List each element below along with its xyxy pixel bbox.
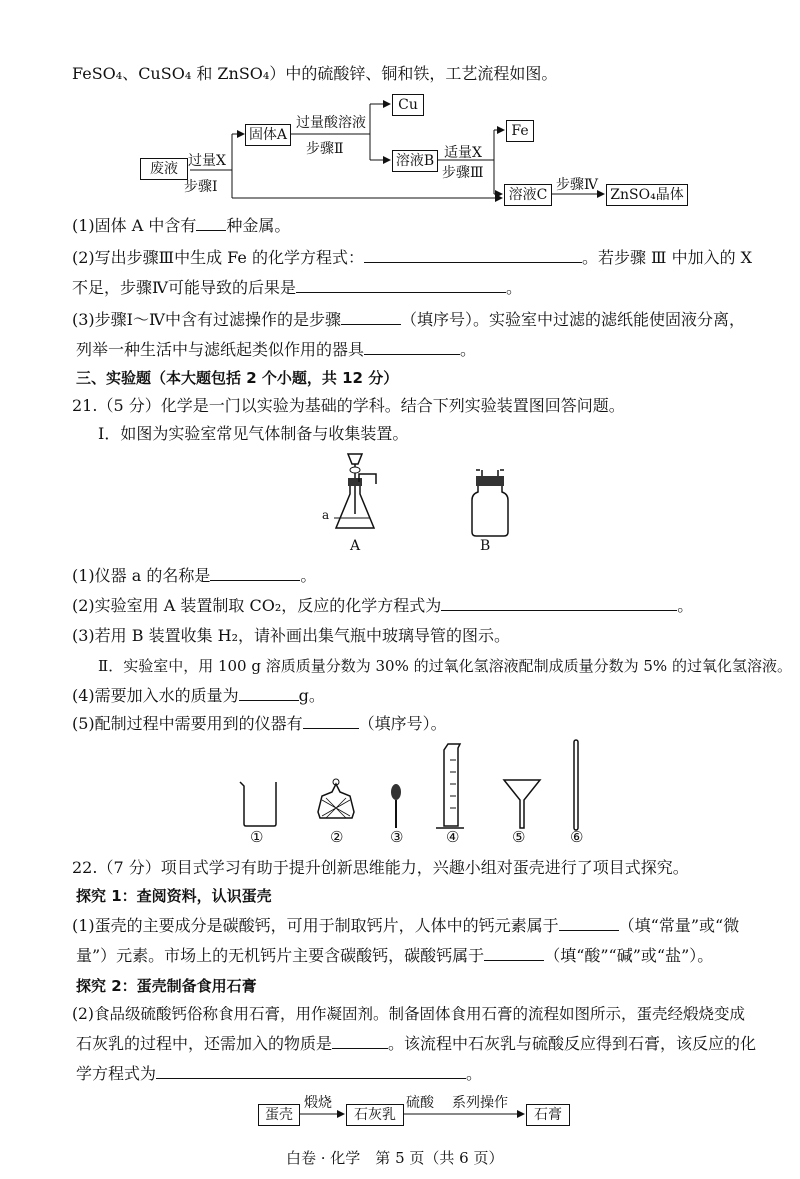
answer-blank[interactable] [332, 1032, 388, 1049]
step1-label: 步骤Ⅰ [184, 179, 218, 195]
instrument-num-3: ③ [390, 828, 404, 846]
section-heading: 三、实验题（本大题包括 2 个小题，共 12 分） [76, 369, 399, 387]
answer-blank[interactable] [441, 594, 677, 611]
series-ops-label: 系列操作 [452, 1095, 508, 1111]
fe-box: Fe [506, 120, 534, 142]
q21-1-text: (1)仪器 a 的名称是 [72, 566, 211, 585]
q22-1 [72, 914, 739, 938]
q22-2b-text: 石灰乳的过程中，还需加入的物质是 [76, 1034, 333, 1053]
q20-2 [72, 246, 752, 270]
q21-2-tail: 。 [677, 596, 694, 615]
page-footer: 白卷 · 化学 第 5 页（共 6 页） [286, 1149, 504, 1167]
q20-3-text: (3)步骤Ⅰ～Ⅳ中含有过滤操作的是步骤 [72, 310, 341, 329]
q22-2c-text: 。该流程中石灰乳与硫酸反应得到石膏，该反应的化 [388, 1034, 757, 1053]
q20-2c-text: 不足，步骤Ⅳ可能导致的后果是 [72, 278, 296, 297]
answer-blank[interactable] [364, 338, 460, 355]
q21-2-text: (2)实验室用 A 装置制取 CO₂，反应的化学方程式为 [72, 596, 442, 615]
q21-3: (3)若用 B 装置收集 H₂，请补画出集气瓶中玻璃导管的图示。 [72, 626, 511, 645]
q22-1d-text: （填“酸”“碱”或“盐”）。 [544, 946, 714, 965]
step3-label: 步骤Ⅲ [442, 165, 484, 181]
instrument-num-2: ② [330, 828, 344, 846]
q21-5-tail: （填序号）。 [358, 714, 447, 733]
q20-1 [72, 214, 290, 238]
q21-4-tail: g。 [298, 686, 325, 705]
q20-1-text: (1)固体 A 中含有 [72, 216, 197, 235]
instruments-row [236, 736, 656, 836]
q22-2d-text: 学方程式为 [76, 1064, 157, 1083]
solid-a-box: 固体A [245, 124, 291, 146]
glass-rod-icon [574, 740, 578, 830]
q21-4-text: (4)需要加入水的质量为 [72, 686, 239, 705]
step4-label: 步骤Ⅳ [556, 177, 598, 193]
funnel-icon [504, 780, 540, 828]
label-apparatus-b: B [480, 538, 491, 554]
dropper-icon [391, 784, 401, 828]
gypsum-box: 石膏 [526, 1104, 570, 1126]
q22-1-cont [76, 944, 713, 968]
eggshell-box: 蛋壳 [258, 1104, 300, 1126]
waste-liquid-box: 废液 [140, 158, 188, 180]
q21-5 [72, 712, 447, 736]
q21-part1: Ⅰ．如图为实验室常见气体制备与收集装置。 [98, 424, 409, 443]
q20-3-tail: （填序号）。实验室中过滤的滤纸能使固液分离， [400, 310, 745, 329]
q22-2-cont2 [76, 1062, 482, 1086]
answer-blank[interactable] [210, 564, 300, 581]
znso4-crystal-box: ZnSO₄晶体 [606, 184, 688, 206]
sulfuric-acid-label: 硫酸 [406, 1095, 434, 1111]
explore2-heading: 探究 2：蛋壳制备食用石膏 [76, 977, 257, 995]
q20-3-cont [76, 338, 476, 362]
q22-1b-text: （填“常量”或“微 [618, 916, 740, 935]
label-a: a [322, 508, 330, 522]
q22-2: (2)食品级硫酸钙俗称食用石膏，用作凝固剂。制备固体食用石膏的流程如图所示，蛋壳经煅烧变成 [72, 1005, 745, 1023]
q22-2-cont [76, 1032, 756, 1056]
q21-1-tail: 。 [300, 566, 317, 585]
instrument-num-6: ⑥ [570, 828, 584, 846]
intro-text: FeSO₄、CuSO₄ 和 ZnSO₄）中的硫酸锌、铜和铁，工艺流程如图。 [72, 64, 558, 83]
q22-2e-text: 。 [466, 1064, 483, 1083]
q20-3 [72, 308, 745, 332]
q20-3d-text: 。 [460, 340, 477, 359]
instrument-num-5: ⑤ [512, 828, 526, 846]
answer-blank[interactable] [239, 684, 299, 701]
q21-head: 21.（5 分）化学是一门以实验为基础的学科。结合下列实验装置图回答问题。 [72, 396, 625, 415]
instrument-num-1: ① [250, 828, 264, 846]
answer-blank[interactable] [341, 308, 401, 325]
cu-box: Cu [392, 94, 424, 116]
explore1-heading: 探究 1：查阅资料，认识蛋壳 [76, 887, 272, 905]
lime-milk-box: 石灰乳 [346, 1104, 404, 1126]
calcine-label: 煅烧 [304, 1095, 332, 1111]
gas-bottle-b [466, 470, 526, 550]
q20-1-tail: 种金属。 [226, 216, 291, 235]
step2-reagent: 过量酸溶液 [296, 115, 366, 131]
q21-2 [72, 594, 693, 618]
alcohol-lamp-icon [318, 779, 354, 818]
q20-2-cont [72, 276, 522, 300]
q20-2-text: (2)写出步骤Ⅲ中生成 Fe 的化学方程式： [72, 248, 364, 267]
q20-2-tail: 。若步骤 Ⅲ 中加入的 X [581, 248, 753, 267]
q20-2d-text: 。 [506, 278, 523, 297]
answer-blank[interactable] [303, 712, 359, 729]
q20-3c-text: 列举一种生活中与滤纸起类似作用的器具 [76, 340, 365, 359]
graduated-cylinder-icon [436, 744, 464, 828]
solution-c-box: 溶液C [504, 184, 552, 206]
answer-blank[interactable] [559, 914, 619, 931]
answer-blank[interactable] [196, 214, 226, 231]
q22-head: 22.（7 分）项目式学习有助于提升创新思维能力，兴趣小组对蛋壳进行了项目式探究。 [72, 858, 689, 877]
step3-reagent: 适量X [444, 145, 482, 161]
q21-4 [72, 684, 325, 708]
solution-b-box: 溶液B [392, 150, 438, 172]
q21-part2: Ⅱ．实验室中，用 100 g 溶质质量分数为 30% 的过氧化氢溶液配制成质量分数为 5% 的过氧化氢溶液。 [98, 657, 792, 675]
step1-reagent: 过量X [188, 153, 226, 169]
label-apparatus-a: A [350, 538, 361, 554]
q21-1 [72, 564, 316, 588]
answer-blank[interactable] [364, 246, 582, 263]
answer-blank[interactable] [296, 276, 506, 293]
q22-1c-text: 量”）元素。市场上的无机钙片主要含碳酸钙，碳酸钙属于 [76, 946, 485, 965]
answer-blank[interactable] [156, 1062, 466, 1079]
instrument-num-4: ④ [446, 828, 460, 846]
q22-1a-text: (1)蛋壳的主要成分是碳酸钙，可用于制取钙片，人体中的钙元素属于 [72, 916, 559, 935]
beaker-icon [240, 782, 276, 826]
q21-5-text: (5)配制过程中需要用到的仪器有 [72, 714, 303, 733]
step2-label: 步骤Ⅱ [306, 141, 344, 157]
answer-blank[interactable] [484, 944, 544, 961]
